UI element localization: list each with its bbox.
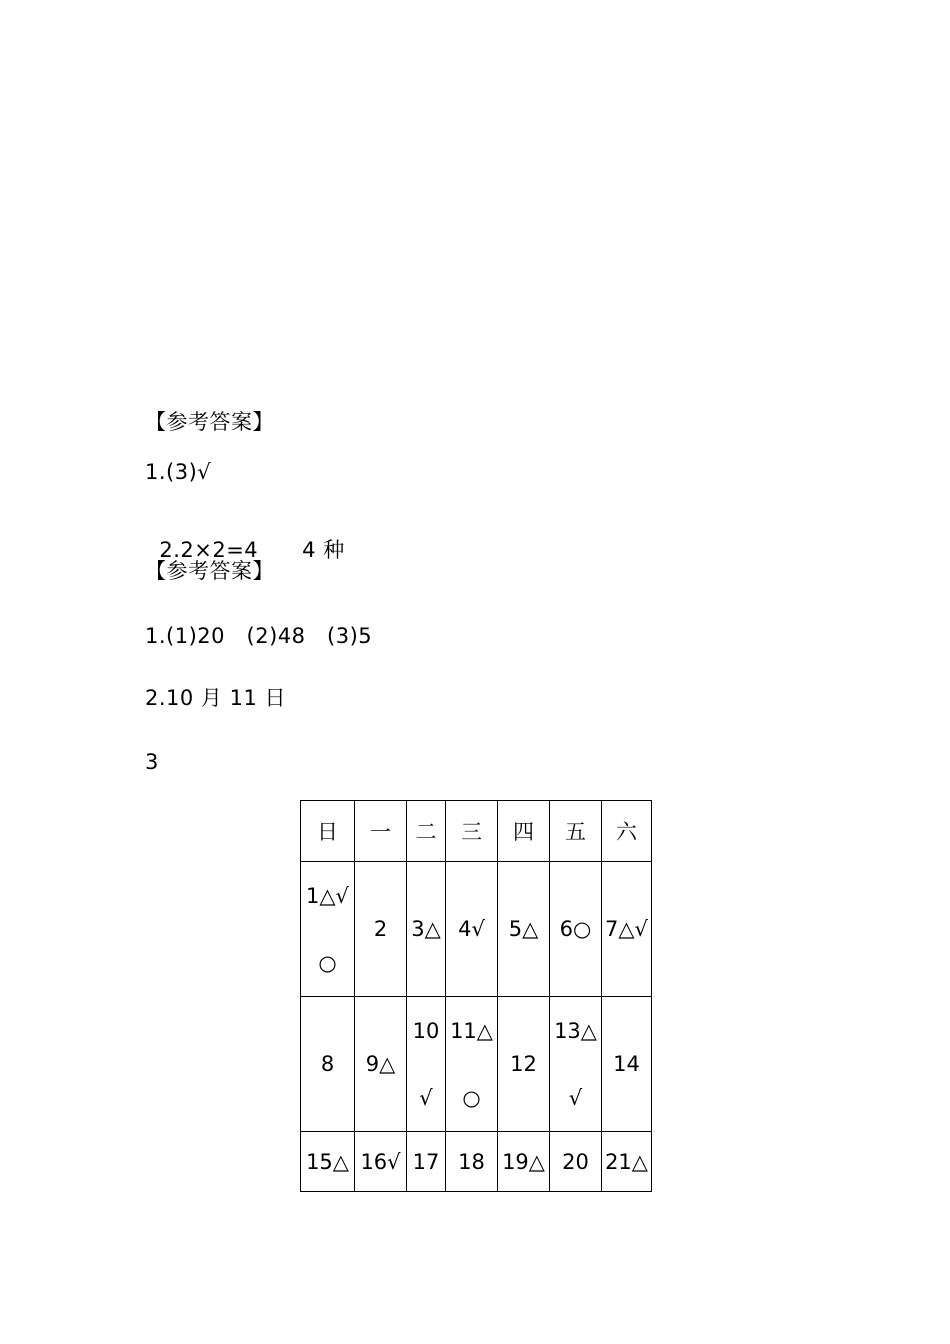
day-marks: 3△ [411, 917, 441, 941]
weekday-header: 三 [446, 801, 498, 862]
day-marks: 17 [412, 1149, 440, 1174]
calendar-table [300, 800, 652, 1192]
day-marks: 14 [613, 1052, 640, 1076]
calendar-day-cell [446, 1132, 498, 1192]
day-marks-extra: ○ [462, 1085, 481, 1110]
calendar-day-cell [498, 1132, 550, 1192]
weekday-header: 一 [355, 801, 407, 862]
calendar-day-cell [355, 997, 407, 1132]
weekday-header: 四 [498, 801, 550, 862]
calendar-week-row [301, 997, 652, 1132]
day-marks: 20 [562, 1149, 589, 1174]
day-marks: 6○ [559, 917, 592, 941]
calendar-day-cell [301, 862, 355, 997]
calendar-day-cell [602, 862, 652, 997]
day-marks: 5△ [508, 917, 539, 941]
calendar-day-cell [301, 1132, 355, 1192]
answer-heading-2: 【参考答案】 [145, 559, 274, 583]
day-marks: 11△ [450, 1018, 493, 1043]
calendar-day-cell [602, 1132, 652, 1192]
calendar-day-cell [407, 997, 446, 1132]
weekday-header: 六 [602, 801, 652, 862]
calendar-day-cell [550, 997, 602, 1132]
day-marks: 19△ [502, 1149, 545, 1174]
calendar-day-cell [498, 997, 550, 1132]
day-marks-extra: √ [419, 1085, 433, 1110]
calendar-header-row [301, 801, 652, 862]
answer-2-2: 2.10 月 11 日 [145, 686, 287, 710]
calendar-day-cell [550, 862, 602, 997]
day-marks: 8 [320, 1052, 335, 1076]
answer-2-3: 3 [145, 750, 159, 774]
day-marks: 4√ [458, 917, 485, 941]
answer-1-2 [145, 508, 345, 564]
weekday-header: 五 [550, 801, 602, 862]
calendar-week-row [301, 862, 652, 997]
weekday-header: 日 [301, 801, 355, 862]
answer-1-1: 1.(3)√ [145, 460, 212, 484]
calendar-day-cell [446, 997, 498, 1132]
day-marks-extra: √ [568, 1085, 583, 1110]
day-marks: 15△ [306, 1149, 349, 1174]
day-marks: 18 [458, 1149, 485, 1174]
calendar-day-cell [407, 1132, 446, 1192]
day-marks: 9△ [365, 1052, 396, 1076]
day-marks: 16√ [360, 1149, 401, 1174]
answer-heading-1: 【参考答案】 [145, 410, 274, 434]
calendar-day-cell [602, 997, 652, 1132]
calendar-day-cell [498, 862, 550, 997]
day-marks: 13△ [554, 1018, 597, 1043]
answer-2-1: 1.(1)20 (2)48 (3)5 [145, 624, 373, 648]
day-marks: 1△√ [306, 883, 349, 908]
calendar-day-cell [301, 997, 355, 1132]
answer-1-2-result: 4 种 [302, 538, 345, 562]
answer-1-2-calc: 2.2×2=4 [159, 538, 259, 562]
calendar-day-cell [446, 862, 498, 997]
calendar-day-cell [355, 862, 407, 997]
day-marks: 2 [373, 917, 388, 941]
day-marks: 12 [510, 1052, 537, 1076]
calendar-day-cell [355, 1132, 407, 1192]
calendar-day-cell [550, 1132, 602, 1192]
calendar-week-row [301, 1132, 652, 1192]
calendar-day-cell [407, 862, 446, 997]
day-marks: 21△ [605, 1149, 648, 1174]
day-marks: 10 [412, 1018, 440, 1043]
day-marks: 7△√ [605, 917, 648, 941]
day-marks-extra: ○ [318, 950, 337, 975]
weekday-header: 二 [407, 801, 446, 862]
